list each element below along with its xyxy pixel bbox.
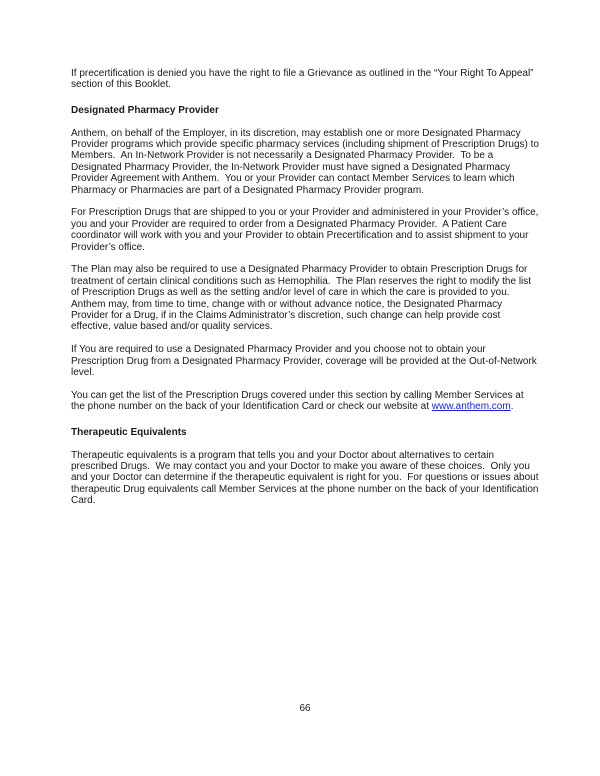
paragraph-designated-pharmacy-programs: Anthem, on behalf of the Employer, in its discretion, may establish one or more Designated Pharmacy Provider programs which provide specific pharmacy services (including shipment of Prescription Drugs) to Members. An In-Network Provider is not necessarily a Designated Pharmacy Provider. To be a Designated Pharmacy Provider, the In-Network Provider must have signed a Designated Pharmacy Provider Agreement with Anthem. You or your Provider can contact Member Services to learn which Pharmacy or Pharmacies are part of a Designated Pharmacy Provider program. (71, 127, 542, 196)
paragraph-plan-requirements: The Plan may also be required to use a Designated Pharmacy Provider to obtain Prescription Drugs for treatment of certain clinical conditions such as Hemophilia. The Plan reserves the right to modify the list of Prescription Drugs as well as the setting and/or level of care in which the care is provided to you. Anthem may, from time to time, change with or without advance notice, the Designated Pharmacy Provider for a Drug, if in the Claims Administrator’s discretion, such change can help provide cost effective, value based and/or quality services. (71, 264, 534, 333)
page-number: 66 (299, 703, 311, 714)
anthem-website-link[interactable]: www.anthem.com (431, 401, 511, 413)
paragraph-drug-list-info (71, 390, 539, 413)
section-heading-therapeutic-equivalents: Therapeutic Equivalents (71, 426, 187, 438)
drug-list-text: You can get the list of the Prescription Drugs covered under this section by calling Member Services at the phone number on the back of your Identification Card or check our website at (71, 389, 527, 413)
paragraph-shipped-prescription-drugs: For Prescription Drugs that are shipped to you or your Provider and administered in your Provider’s office, you and your Provider are required to order from a Designated Pharmacy Provider. A Patient Care coordinator will work with you and your Provider to obtain Precertification and to assist shipment to your Provider’s office. (71, 207, 542, 253)
paragraph-out-of-network-coverage: If You are required to use a Designated Pharmacy Provider and you choose not to obtain your Prescription Drug from a Designated Pharmacy Provider, coverage will be provided at the Out-of-Network level. (71, 344, 540, 379)
intro-paragraph: If precertification is denied you have the right to file a Grievance as outlined in the “Your Right To Appeal” section of this Booklet. (71, 68, 537, 91)
drug-list-period: . (510, 401, 514, 413)
page-content (71, 68, 542, 518)
section-heading-designated-pharmacy-provider: Designated Pharmacy Provider (71, 104, 219, 116)
paragraph-therapeutic-equivalents: Therapeutic equivalents is a program that tells you and your Doctor about alternatives to certain prescribed Drugs. We may contact you and your Doctor to make you aware of these choices. Only you and your Doctor can determine if the therapeutic equivalent is right for you. For questions or issues about therapeutic Drug equivalents call Member Services at the phone number on the back of your Identification Card. (71, 449, 542, 507)
